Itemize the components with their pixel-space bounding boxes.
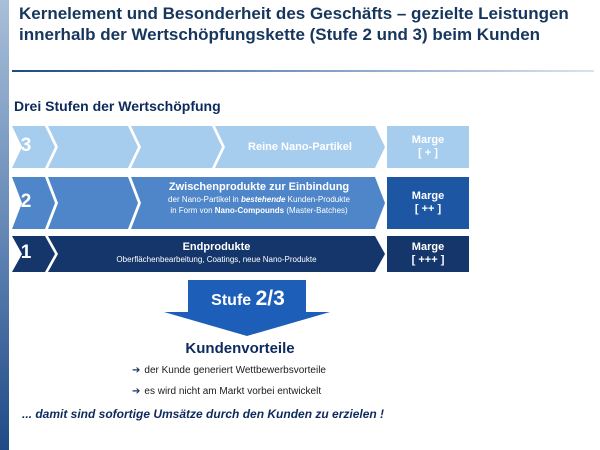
right-arrow-icon: ➔ (132, 365, 141, 376)
stage-3-label: Reine Nano-Partikel (248, 141, 352, 153)
stufe-label (188, 287, 308, 311)
stage-1-label: Endprodukte (182, 241, 251, 253)
stage-1-text (58, 240, 375, 265)
marge-stage-1 (387, 241, 469, 267)
stage-2-detail-2-emphasis: Nano-Compounds (214, 206, 285, 215)
stage-1-detail: Oberflächenbearbeitung, Coatings, neue Nano-Produkte (116, 255, 317, 264)
stufe-word: Stufe (211, 292, 252, 309)
stage-2-detail-line-1 (141, 194, 377, 205)
stage-3-number: 3 (20, 135, 32, 156)
slide-title: Kernelement und Besonderheit des Geschäfts – gezielte Leistungen innerhalb der Wertschöpfungskette (Stufe 2 und 3) beim Kunden (19, 4, 569, 44)
benefit-text: der Kunde generiert Wettbewerbsvorteile (144, 365, 326, 376)
stage-2-detail-1b: Kunden-Produkte (285, 195, 350, 204)
marge-stage-2-value: [ ++ ] (414, 203, 442, 215)
marge-stage-2-label: Marge (411, 190, 445, 202)
stage-2-label: Zwischenprodukte zur Einbindung (168, 181, 350, 193)
stage-2-detail-2a: in Form von (170, 206, 215, 215)
stufe-number: 2/3 (255, 287, 285, 310)
stage-2-detail-line-2 (141, 205, 377, 216)
benefit-item (132, 365, 326, 376)
kundenvorteile-heading: Kundenvorteile (185, 340, 295, 357)
stage-2-detail-1-emphasis: bestehende (240, 195, 286, 204)
benefit-text: es wird nicht am Markt vorbei entwickelt (144, 386, 322, 397)
marge-stage-1-value: [ +++ ] (411, 254, 445, 266)
stage-2-detail-2b: (Master-Batches) (284, 206, 348, 215)
closing-statement: ... damit sind sofortige Umsätze durch den Kunden zu erzielen ! (22, 407, 385, 421)
marge-stage-2 (387, 190, 469, 216)
marge-stage-1-label: Marge (411, 241, 445, 253)
stage-1-number: 1 (20, 242, 32, 263)
section-subtitle: Drei Stufen der Wertschöpfung (14, 98, 221, 114)
stage-2-detail-1a: der Nano-Partikel in (168, 195, 241, 204)
stage-2-text (141, 180, 377, 216)
marge-stage-3 (387, 134, 469, 160)
stage-2-number: 2 (20, 191, 32, 212)
stage-3-text (225, 140, 375, 154)
marge-stage-3-label: Marge (411, 134, 445, 146)
benefit-item (132, 386, 321, 397)
marge-stage-3-value: [ + ] (418, 147, 438, 159)
right-arrow-icon: ➔ (132, 386, 141, 397)
